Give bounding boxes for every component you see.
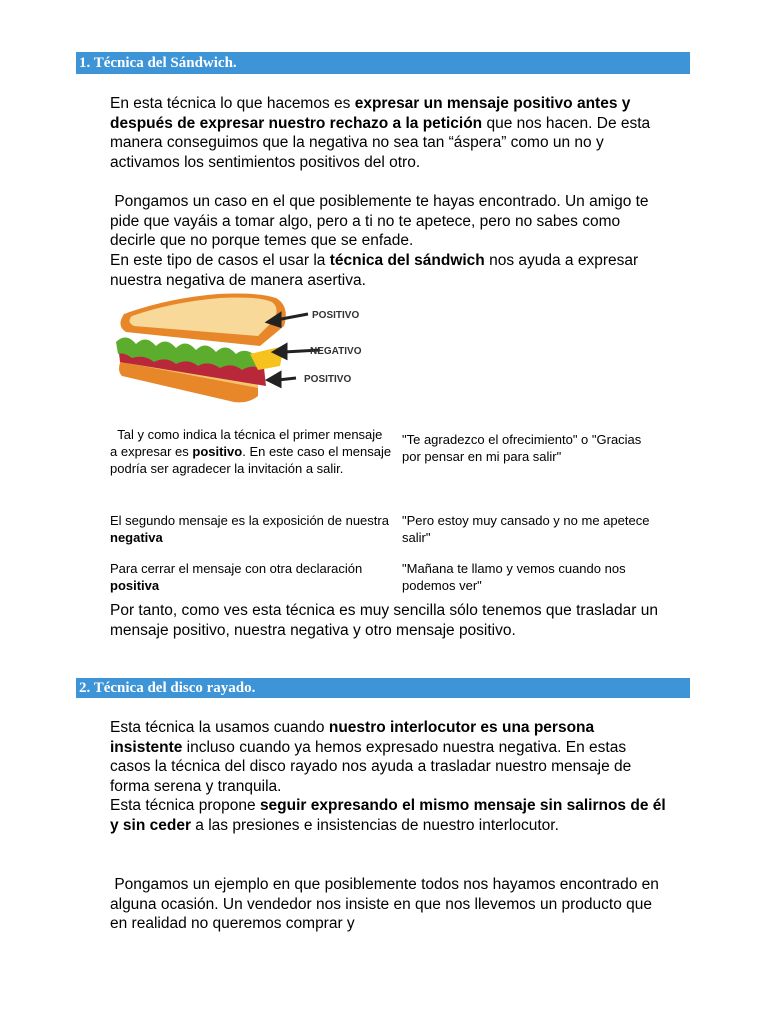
negativo-label: NEGATIVO	[310, 346, 362, 357]
table-row-1-left: Tal y como indica la técnica el primer mensaje a expresar es positivo. En este caso el mensaje podría ser agradecer la invitación a salir.	[110, 427, 395, 476]
disco-rayado-example-paragraph: Pongamos un ejemplo en que posiblemente todos nos hayamos encontrado en alguna ocasión. Un vendedor nos insiste en que nos llevemos un producto que en realidad no queremos comprar y	[110, 876, 664, 933]
sandwich-intro-paragraph: En esta técnica lo que hacemos es expresar un mensaje positivo antes y después de expresar nuestro rechazo a la petición que nos hacen. De esta manera conseguimos que la negativa no sea tan “áspera” como un no y activamos los sentimientos positivos del otro.	[110, 95, 651, 171]
table-row-3-right: "Mañana te llamo y vemos cuando nos podemos ver"	[402, 561, 626, 593]
sandwich-assertive-paragraph: En este tipo de casos el usar la técnica del sándwich nos ayuda a expresar nuestra negativa de manera asertiva.	[110, 252, 639, 289]
sandwich-illustration	[108, 292, 368, 408]
table-row-3-left: Para cerrar el mensaje con otra declaración positiva	[110, 561, 363, 593]
sandwich-conclusion-paragraph: Por tanto, como ves esta técnica es muy sencilla sólo tenemos que trasladar un mensaje positivo, nuestra negativa y otro mensaje positivo.	[110, 602, 658, 639]
sandwich-example-paragraph: Pongamos un caso en el que posiblemente te hayas encontrado. Un amigo te pide que vayáis a tomar algo, pero a ti no te apetece, pero no sabes como decirle que no porque temes que se enfade.	[110, 193, 653, 250]
positivo-bottom-label: POSITIVO	[304, 374, 352, 385]
section-2-heading: 2. Técnica del disco rayado.	[76, 678, 690, 698]
table-row-1-right: "Te agradezco el ofrecimiento" o "Gracias por pensar en mi para salir"	[402, 432, 642, 464]
table-row-2-left: El segundo mensaje es la exposición de nuestra negativa	[110, 513, 389, 545]
disco-rayado-proposal-paragraph: Esta técnica propone seguir expresando el mismo mensaje sin salirnos de él y sin ceder a las presiones e insistencias de nuestro interlocutor.	[110, 797, 666, 834]
positivo-top-label: POSITIVO	[312, 310, 360, 321]
table-row-2-right: "Pero estoy muy cansado y no me apetece salir"	[402, 513, 650, 545]
disco-rayado-intro-paragraph: Esta técnica la usamos cuando nuestro interlocutor es una persona insistente incluso cuando ya hemos expresado nuestra negativa. En estas casos la técnica del disco rayado nos ayuda a trasladar nuestro mensaje de forma serena y tranquila.	[110, 719, 632, 795]
section-1-heading: 1. Técnica del Sándwich.	[76, 52, 690, 74]
